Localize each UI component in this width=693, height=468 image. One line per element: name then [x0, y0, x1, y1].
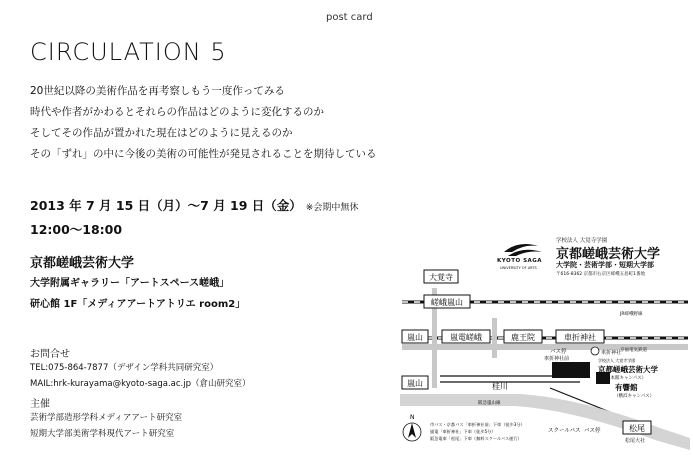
- intro-text: [30, 81, 377, 165]
- access-line: 嵐電「車折神社」下車（徒歩5分）: [430, 429, 496, 434]
- label-arashiyama-top: 嵐山: [407, 333, 423, 342]
- road-vertical-2: [492, 318, 497, 358]
- event-time: 12:00〜18:00: [30, 222, 123, 237]
- contact-tel: TEL:075-864-7877（デザイン学科共同研究室）: [30, 363, 219, 373]
- logo-brand: KYOTO SAGA: [497, 258, 543, 264]
- page-title: CIRCULATION 5: [30, 38, 227, 66]
- label-campus: 京都嵯峨芸術大学: [598, 365, 658, 374]
- label-campus-org: 学校法人 大覚寺学園: [598, 358, 636, 363]
- event-date: [30, 196, 358, 214]
- label-arashiyama-bottom: 嵐山: [407, 379, 423, 388]
- logo-name: 京都嵯峨芸術大学: [556, 247, 661, 262]
- label-kurumazaki: 車折神社: [564, 333, 596, 342]
- label-keifuku: 京福電気鉄道: [620, 348, 647, 353]
- contact-details: [30, 360, 251, 392]
- label-bus-stop: バス停: [550, 349, 567, 355]
- contact-mail: MAIL:hrk-kurayama@kyoto-saga.ac.jp（倉山研究室）: [30, 379, 251, 389]
- label-campus-sub: （本館キャンパス）: [606, 376, 647, 381]
- north-arrow-icon: [403, 423, 421, 441]
- label-rokuoin: 鹿王院: [511, 333, 535, 342]
- label-jr-line: JR嵯峨野線: [620, 312, 643, 317]
- venue-gallery: 大学附属ギャラリー「アートスペース嵯峨」: [30, 278, 230, 289]
- label-school-bus: スクールバス: [548, 428, 581, 434]
- label-daikakuji: 大覚寺: [429, 273, 453, 282]
- postcard-label: post card: [326, 12, 373, 23]
- organizer-line: 短期大学部美術学科現代アート研究室: [30, 429, 175, 439]
- access-map: [400, 268, 690, 464]
- label-katsura: 桂川: [492, 382, 508, 391]
- event-date-note: ※会期中無休: [305, 203, 359, 213]
- access-line: 阪急電車「松尾」下車（無料スクールバス運行）: [430, 436, 522, 441]
- label-yuhikan: 有響館: [615, 383, 638, 392]
- label-bus-stop2: バス停: [584, 428, 601, 434]
- access-line: 市バス・京都バス「車折神社前」下車（徒歩3分）: [430, 422, 525, 427]
- label-randen: 嵐電嵯峨: [450, 333, 482, 342]
- venue-details: [30, 273, 245, 315]
- logo-dept: 大学院・芸術学部・短期大学部: [556, 261, 654, 269]
- label-hankyu: 阪急嵐山線: [478, 401, 501, 406]
- venue-room: 研心館 1F「メディアアートアトリエ room2」: [30, 299, 246, 310]
- organizer-details: [30, 410, 182, 442]
- organizer-line: 芸術学部造形学科メディアアート研究室: [30, 413, 183, 423]
- venue-university: 京都嵯峨芸術大学: [30, 256, 135, 271]
- label-north: N: [410, 414, 415, 421]
- label-matsuo: 松尾: [629, 424, 645, 433]
- label-yuhikan-sub: （横浜キャンパス）: [614, 394, 655, 399]
- logo-address: 〒616-8362 京都市右京区嵯峨五島町1番地: [556, 272, 645, 277]
- logo-brand-sub: UNIVERSITY OF ARTS: [500, 266, 537, 270]
- label-matsuo-taisha: 松尾大社: [625, 438, 646, 444]
- torii-icon: [591, 347, 599, 355]
- event-date-text: 2013 年 7 月 15 日（月）〜7 月 19 日（金）: [30, 198, 302, 213]
- intro-line: その「ずれ」の中に今後の美術の可能性が発見されることを期待している: [30, 148, 377, 160]
- label-bus-stop-name: 車折神社前: [544, 356, 570, 362]
- campus-building: [552, 362, 590, 378]
- organizer-heading: 主催: [30, 399, 50, 410]
- label-kurumazaki-small: 車折神社: [601, 350, 622, 356]
- intro-line: 時代や作者がかわるとそれらの作品はどのように変化するのか: [30, 106, 324, 118]
- intro-line: そしてその作品が置かれた現在はどのように見えるのか: [30, 127, 293, 139]
- intro-line: 20世紀以降の美術作品を再考察しもう一度作ってみる: [30, 85, 285, 97]
- contact-heading: お問合せ: [30, 349, 70, 360]
- label-saga-arashiyama: 嵯峨嵐山: [431, 298, 463, 307]
- logo-org: 学校法人 大覚寺学園: [556, 238, 608, 244]
